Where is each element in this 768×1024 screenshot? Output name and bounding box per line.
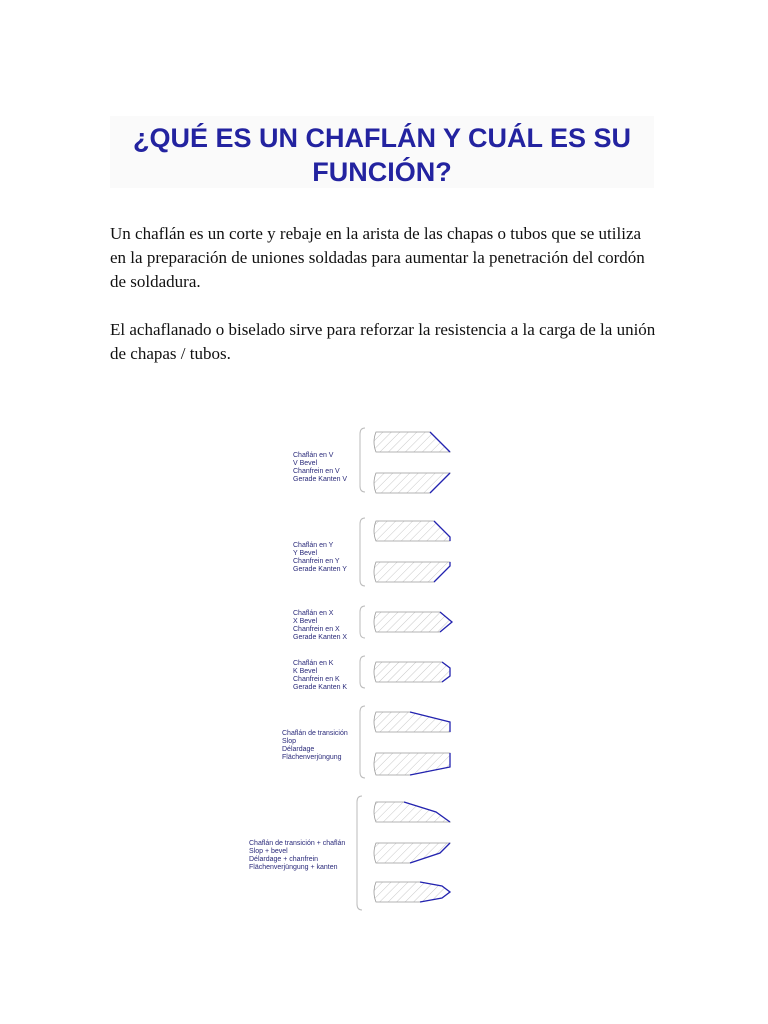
bevel-label: Chaflán de transición (282, 730, 348, 737)
bevel-label: Chaflán en K (293, 660, 334, 667)
bevel-group-transition-bevel (249, 796, 450, 910)
bevel-label: V Bevel (293, 460, 318, 467)
bevel-label: Gerade Kanten K (293, 684, 348, 691)
group-bracket (360, 606, 365, 638)
paragraph-definition: Un chaflán es un corte y rebaje en la arista de las chapas o tubos que se utiliza en la preparación de uniones soldadas para aumentar la penetración del cordón de soldadura. (110, 224, 645, 291)
bevel-label: Chanfrein en Y (293, 558, 340, 565)
bevel-label: Chanfrein en X (293, 626, 340, 633)
bevel-group-k (293, 656, 450, 691)
bevel-label: Y Bevel (293, 550, 317, 557)
group-bracket (357, 796, 362, 910)
plate-profile (374, 662, 450, 682)
bevel-label: Slop (282, 738, 297, 745)
bevel-label: Chaflán en Y (293, 542, 334, 549)
bevel-label: X Bevel (293, 618, 318, 625)
page-title-line-2: FUNCIÓN? (312, 157, 452, 187)
bevel-label: Chaflán en V (293, 452, 334, 459)
plate-profile (374, 802, 450, 822)
bevel-label: Gerade Kanten Y (293, 566, 347, 573)
plate-profile (374, 562, 450, 582)
plate-profile (374, 473, 450, 493)
bevel-label: Gerade Kanten V (293, 476, 348, 483)
bevel-label: K Bevel (293, 668, 318, 675)
plate-profile (374, 882, 450, 902)
plate-profile (374, 843, 450, 863)
bevel-label: Flächenverjüngung (282, 754, 342, 761)
bevel-group-y (293, 518, 450, 586)
bevel-group-transition (282, 706, 450, 778)
bevel-label: Gerade Kanten X (293, 634, 348, 641)
bevel-label: Flächenverjüngung + kanten (249, 864, 338, 871)
bevel-label: Chaflán de transición + chaflán (249, 840, 346, 847)
plate-profile (374, 521, 450, 541)
bevel-label: Chaflán en X (293, 610, 334, 617)
plate-profile (374, 753, 450, 775)
bevel-label: Chanfrein en V (293, 468, 340, 475)
bevel-label: Chanfrein en K (293, 676, 340, 683)
group-bracket (360, 656, 365, 688)
paragraph-purpose: El achaflanado o biselado sirve para reforzar la resistencia a la carga de la unión de chapas / tubos. (110, 320, 656, 363)
plate-profile (374, 612, 452, 632)
bevel-label: Slop + bevel (249, 848, 288, 855)
bevel-group-x (293, 606, 452, 641)
plate-profile (374, 712, 450, 732)
page-title-line-1: ¿QUÉ ES UN CHAFLÁN Y CUÁL ES SU (132, 123, 632, 153)
plate-profile (374, 432, 450, 452)
bevel-label: Délardage + chanfrein (249, 856, 319, 863)
group-bracket (360, 428, 365, 492)
group-bracket (360, 518, 365, 586)
bevel-label: Délardage (282, 746, 315, 753)
group-bracket (360, 706, 365, 778)
bevel-group-v (293, 428, 450, 493)
